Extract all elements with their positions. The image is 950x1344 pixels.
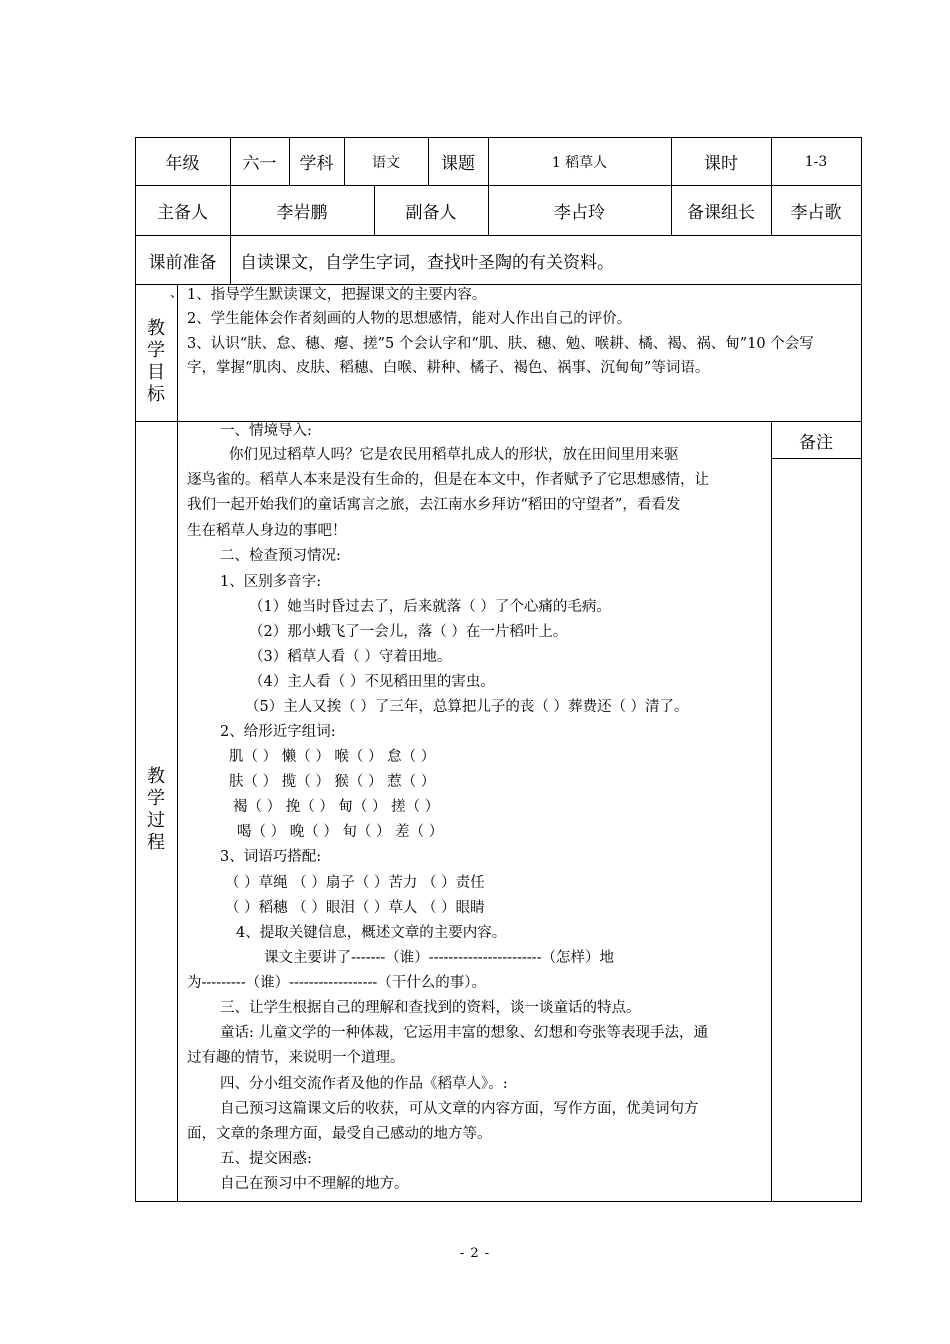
label-char: 目: [147, 362, 165, 383]
process-label-text: [147, 766, 165, 854]
group-leader-label: 备课组长: [687, 203, 755, 223]
process-line: 一、情境导入:: [220, 423, 312, 439]
table-divider: [771, 421, 772, 1201]
table-border-right: [861, 137, 862, 1201]
process-line: （2）那小蛾飞了一会儿，落（ ）在一片稻叶上。: [249, 624, 568, 640]
process-line: 肤（ ） 揽（ ） 猴（ ） 惹（ ）: [229, 774, 436, 790]
topic-label: 课题: [441, 154, 475, 174]
goal-line: 字，掌握“肌肉、皮肤、稻穗、白喉、耕种、橘子、褐色、祸事、沉甸甸”等词语。: [187, 360, 710, 376]
label-char: 过: [147, 810, 165, 831]
remarks-label: 备注: [799, 432, 833, 453]
process-line: （3）稻草人看（ ）守着田地。: [249, 649, 452, 665]
vice-prep-label: 副备人: [405, 203, 457, 223]
process-line: 1、区别多音字:: [220, 574, 322, 590]
table-divider: [177, 284, 178, 1201]
subject-label: 学科: [299, 154, 334, 174]
pre-class-value: 自读课文，自学生字词，查找叶圣陶的有关资料。: [240, 252, 614, 273]
vice-prep-value: 李占玲: [554, 203, 605, 223]
process-line: 2、给形近字组词:: [220, 724, 336, 740]
topic-value: 1 稻草人: [551, 154, 608, 171]
pre-class-label: 课前准备: [148, 252, 217, 273]
process-line: （ ）稻穗 （ ）眼泪（ ）草人 （ ）眼睛: [225, 900, 485, 916]
process-line: 我们一起开始我们的童话寓言之旅，去江南水乡拜访“稻田的守望者”，看看发: [187, 497, 681, 513]
goals-label-text: [147, 318, 165, 406]
process-line: 二、检查预习情况:: [220, 548, 341, 564]
page-number: - 2 -: [459, 1246, 491, 1261]
process-line: 肌（ ） 懒（ ） 喉（ ） 怠（ ）: [229, 749, 436, 765]
process-line: 3、词语巧搭配:: [220, 849, 322, 865]
period-value: 1-3: [804, 153, 828, 170]
goal-line: 2、学生能体会作者刻画的人物的思想感情，能对人作出自己的评价。: [187, 311, 632, 327]
process-line: 过有趣的情节，来说明一个道理。: [187, 1050, 405, 1066]
label-char: 学: [147, 340, 165, 361]
process-line: 你们见过稻草人吗？它是农民用稻草扎成人的形状，放在田间里用来驱: [229, 447, 679, 463]
subject-value: 语文: [372, 154, 400, 171]
process-line: 褐（ ） 挽（ ） 甸（ ） 搓（ ）: [233, 799, 440, 815]
process-line: 4、提取关键信息，概述文章的主要内容。: [236, 925, 507, 941]
process-line: 自己在预习中不理解的地方。: [220, 1176, 409, 1192]
table-border-left: [135, 137, 136, 1201]
process-line: 四、分小组交流作者及他的作品《稻草人》。:: [220, 1076, 508, 1092]
process-line: （1）她当时昏过去了，后来就落（ ）了个心痛的毛病。: [249, 599, 611, 615]
table-border-bottom: [135, 1201, 862, 1202]
goal-line: 1、指导学生默读课文，把握课文的主要内容。: [187, 287, 487, 303]
process-line: （4）主人看（ ）不见稻田里的害虫。: [249, 674, 495, 690]
table-divider: [230, 235, 231, 284]
process-line: 逐鸟雀的。稻草人本来是没有生命的，但是在本文中，作者赋予了它思想感情，让: [187, 472, 709, 488]
goals-mark: 、: [170, 286, 184, 301]
process-line: 童话: 儿童文学的一种体裁，它运用丰富的想象、幻想和夸张等表现手法，通: [220, 1025, 708, 1041]
main-prep-label: 主备人: [157, 203, 208, 223]
process-line: 生在稻草人身边的事吧！: [187, 523, 347, 539]
group-leader-value: 李占歌: [790, 203, 842, 223]
process-line: 五、提交困惑:: [220, 1151, 312, 1167]
label-char: 程: [147, 832, 165, 853]
process-label: [135, 766, 177, 854]
process-line: 面，文章的条理方面，最受自己感动的地方等。: [187, 1126, 492, 1142]
grade-value: 六一: [242, 154, 277, 174]
table-divider: [771, 458, 862, 459]
process-line: 自己预习这篇课文后的收获，可从文章的内容方面，写作方面，优美词句方: [220, 1101, 699, 1117]
process-line: （5）主人又挨（ ）了三年，总算把儿子的丧（ ）葬费还（ ）清了。: [245, 699, 689, 715]
label-char: 标: [147, 384, 165, 405]
main-prep-value: 李岩鹏: [276, 203, 328, 223]
goals-label: [135, 318, 177, 406]
label-char: 学: [147, 788, 165, 809]
process-line: 为---------（谁）------------------（干什么的事）。: [187, 975, 487, 991]
label-char: 教: [147, 766, 165, 787]
process-line: 课文主要讲了-------（谁）-----------------------（怎样）地: [264, 950, 614, 966]
period-label: 课时: [704, 154, 738, 174]
label-char: 教: [147, 318, 165, 339]
process-line: 喝（ ） 晚（ ） 旬（ ） 差（ ）: [237, 824, 444, 840]
process-line: 三、让学生根据自己的理解和查找到的资料，谈一谈童话的特点。: [220, 1000, 641, 1016]
process-line: （ ）草绳 （ ）扇子（ ）苦力 （ ）责任: [225, 875, 485, 891]
grade-label: 年级: [165, 154, 200, 174]
goal-line: 3、认识“肤、怠、穗、瘪、搓”5 个会认字和“肌、肤、穗、勉、喉耕、橘、褐、祸、甸”10 个会写: [187, 336, 814, 352]
